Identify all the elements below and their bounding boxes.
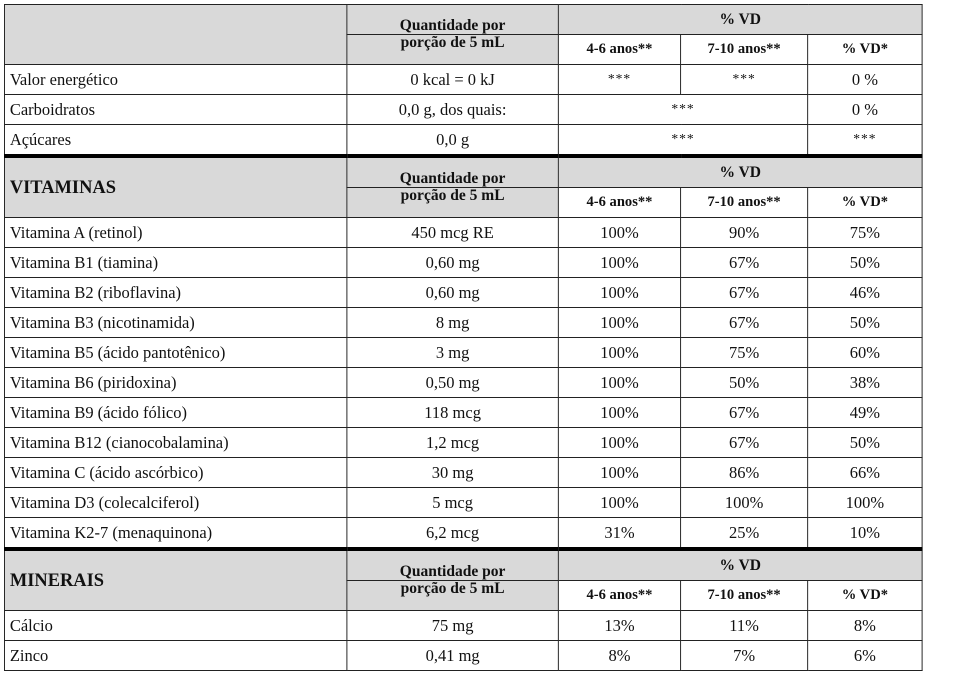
vd-4-6: 100% xyxy=(558,488,680,518)
nutrient-name: Vitamina K2-7 (menaquinona) xyxy=(4,518,346,550)
nutrient-qty: 0 kcal = 0 kJ xyxy=(347,65,558,95)
table-row xyxy=(4,488,922,518)
col-7-10-header: 7-10 anos** xyxy=(681,35,808,65)
nutrient-name: Valor energético xyxy=(4,65,346,95)
col-4-6-header: 4-6 anos** xyxy=(558,581,680,611)
nutrient-name: Vitamina B12 (cianocobalamina) xyxy=(4,428,346,458)
vd-adult: 100% xyxy=(808,488,922,518)
nutrient-name: Vitamina B5 (ácido pantotênico) xyxy=(4,338,346,368)
nutrient-qty: 0,50 mg xyxy=(347,368,558,398)
table-row xyxy=(4,611,922,641)
qty-header-line2: porção de 5 mL xyxy=(347,581,558,611)
nutrient-name: Carboidratos xyxy=(4,95,346,125)
vd-7-10: 67% xyxy=(681,428,808,458)
vd-4-6: *** xyxy=(558,65,680,95)
col-vd-adult-header: % VD* xyxy=(808,188,922,218)
nutrient-name: Zinco xyxy=(4,641,346,671)
vd-adult: 0 % xyxy=(808,95,922,125)
nutrient-name: Vitamina D3 (colecalciferol) xyxy=(4,488,346,518)
vd-adult: 0 % xyxy=(808,65,922,95)
vd-4-6: 100% xyxy=(558,398,680,428)
vd-4-6: 100% xyxy=(558,428,680,458)
qty-header-line1: Quantidade por xyxy=(347,549,558,581)
table-row xyxy=(4,398,922,428)
nutrient-qty: 8 mg xyxy=(347,308,558,338)
vd-4-6: 100% xyxy=(558,218,680,248)
vd-7-10: 11% xyxy=(681,611,808,641)
vd-7-10: 67% xyxy=(681,308,808,338)
vd-adult: 75% xyxy=(808,218,922,248)
minerals-section-title: MINERAIS xyxy=(4,549,346,611)
nutrient-name: Vitamina B2 (riboflavina) xyxy=(4,278,346,308)
qty-header-line1: Quantidade por xyxy=(347,5,558,35)
vd-4-6: 31% xyxy=(558,518,680,550)
vd-7-10: 25% xyxy=(681,518,808,550)
vd-adult: 6% xyxy=(808,641,922,671)
vd-4-6: 100% xyxy=(558,248,680,278)
nutrient-qty: 75 mg xyxy=(347,611,558,641)
nutrient-qty: 1,2 mcg xyxy=(347,428,558,458)
table-row xyxy=(4,278,922,308)
nutrient-qty: 0,0 g xyxy=(347,125,558,157)
vd-adult: 50% xyxy=(808,428,922,458)
vd-adult: 46% xyxy=(808,278,922,308)
qty-header-line2: porção de 5 mL xyxy=(347,35,558,65)
table-row xyxy=(4,95,922,125)
vd-7-10: 67% xyxy=(681,398,808,428)
vd-adult: 8% xyxy=(808,611,922,641)
vd-7-10: 7% xyxy=(681,641,808,671)
table-row xyxy=(4,125,922,157)
vd-adult: 10% xyxy=(808,518,922,550)
nutrient-name: Vitamina B9 (ácido fólico) xyxy=(4,398,346,428)
nutrient-name: Vitamina C (ácido ascórbico) xyxy=(4,458,346,488)
nutrient-qty: 30 mg xyxy=(347,458,558,488)
nutrient-qty: 5 mcg xyxy=(347,488,558,518)
header-blank-cell xyxy=(4,5,346,65)
vd-4-6: 100% xyxy=(558,308,680,338)
table-row xyxy=(4,641,922,671)
vd-adult: 60% xyxy=(808,338,922,368)
vd-4-6: 100% xyxy=(558,458,680,488)
vd-header: % VD xyxy=(558,5,922,35)
vd-adult: 50% xyxy=(808,248,922,278)
table-row xyxy=(4,518,922,550)
nutrient-qty: 0,60 mg xyxy=(347,278,558,308)
nutrient-name: Vitamina B3 (nicotinamida) xyxy=(4,308,346,338)
nutrient-name: Vitamina B6 (piridoxina) xyxy=(4,368,346,398)
col-vd-adult-header: % VD* xyxy=(808,35,922,65)
vd-4-6: 100% xyxy=(558,338,680,368)
vd-7-10: 100% xyxy=(681,488,808,518)
qty-header-line2: porção de 5 mL xyxy=(347,188,558,218)
col-vd-adult-header: % VD* xyxy=(808,581,922,611)
vd-4-6: 13% xyxy=(558,611,680,641)
vd-children: *** xyxy=(558,95,807,125)
vd-adult: 50% xyxy=(808,308,922,338)
table-row xyxy=(4,368,922,398)
table-row xyxy=(4,65,922,95)
vd-adult: 49% xyxy=(808,398,922,428)
vd-7-10: *** xyxy=(681,65,808,95)
vd-7-10: 67% xyxy=(681,248,808,278)
nutrient-qty: 0,41 mg xyxy=(347,641,558,671)
nutrition-table xyxy=(4,4,923,671)
vd-7-10: 67% xyxy=(681,278,808,308)
vd-7-10: 90% xyxy=(681,218,808,248)
nutrient-qty: 118 mcg xyxy=(347,398,558,428)
table-row xyxy=(4,308,922,338)
vd-4-6: 100% xyxy=(558,278,680,308)
nutrient-name: Açúcares xyxy=(4,125,346,157)
vd-header: % VD xyxy=(558,156,922,188)
table-row xyxy=(4,428,922,458)
vd-header: % VD xyxy=(558,549,922,581)
table-row xyxy=(4,458,922,488)
vd-adult: *** xyxy=(808,125,922,157)
nutrient-qty: 3 mg xyxy=(347,338,558,368)
col-7-10-header: 7-10 anos** xyxy=(681,581,808,611)
col-4-6-header: 4-6 anos** xyxy=(558,188,680,218)
nutrient-qty: 0,60 mg xyxy=(347,248,558,278)
nutrient-name: Vitamina B1 (tiamina) xyxy=(4,248,346,278)
nutrient-qty: 6,2 mcg xyxy=(347,518,558,550)
vd-children: *** xyxy=(558,125,807,157)
qty-header-line1: Quantidade por xyxy=(347,156,558,188)
vd-7-10: 86% xyxy=(681,458,808,488)
vd-adult: 66% xyxy=(808,458,922,488)
nutrient-name: Vitamina A (retinol) xyxy=(4,218,346,248)
col-7-10-header: 7-10 anos** xyxy=(681,188,808,218)
nutrient-name: Cálcio xyxy=(4,611,346,641)
vd-4-6: 100% xyxy=(558,368,680,398)
vitamins-section-title: VITAMINAS xyxy=(4,156,346,218)
nutrient-qty: 0,0 g, dos quais: xyxy=(347,95,558,125)
table-row xyxy=(4,338,922,368)
vd-7-10: 50% xyxy=(681,368,808,398)
nutrient-qty: 450 mcg RE xyxy=(347,218,558,248)
vd-adult: 38% xyxy=(808,368,922,398)
col-4-6-header: 4-6 anos** xyxy=(558,35,680,65)
table-row xyxy=(4,248,922,278)
vd-4-6: 8% xyxy=(558,641,680,671)
vd-7-10: 75% xyxy=(681,338,808,368)
table-row xyxy=(4,218,922,248)
